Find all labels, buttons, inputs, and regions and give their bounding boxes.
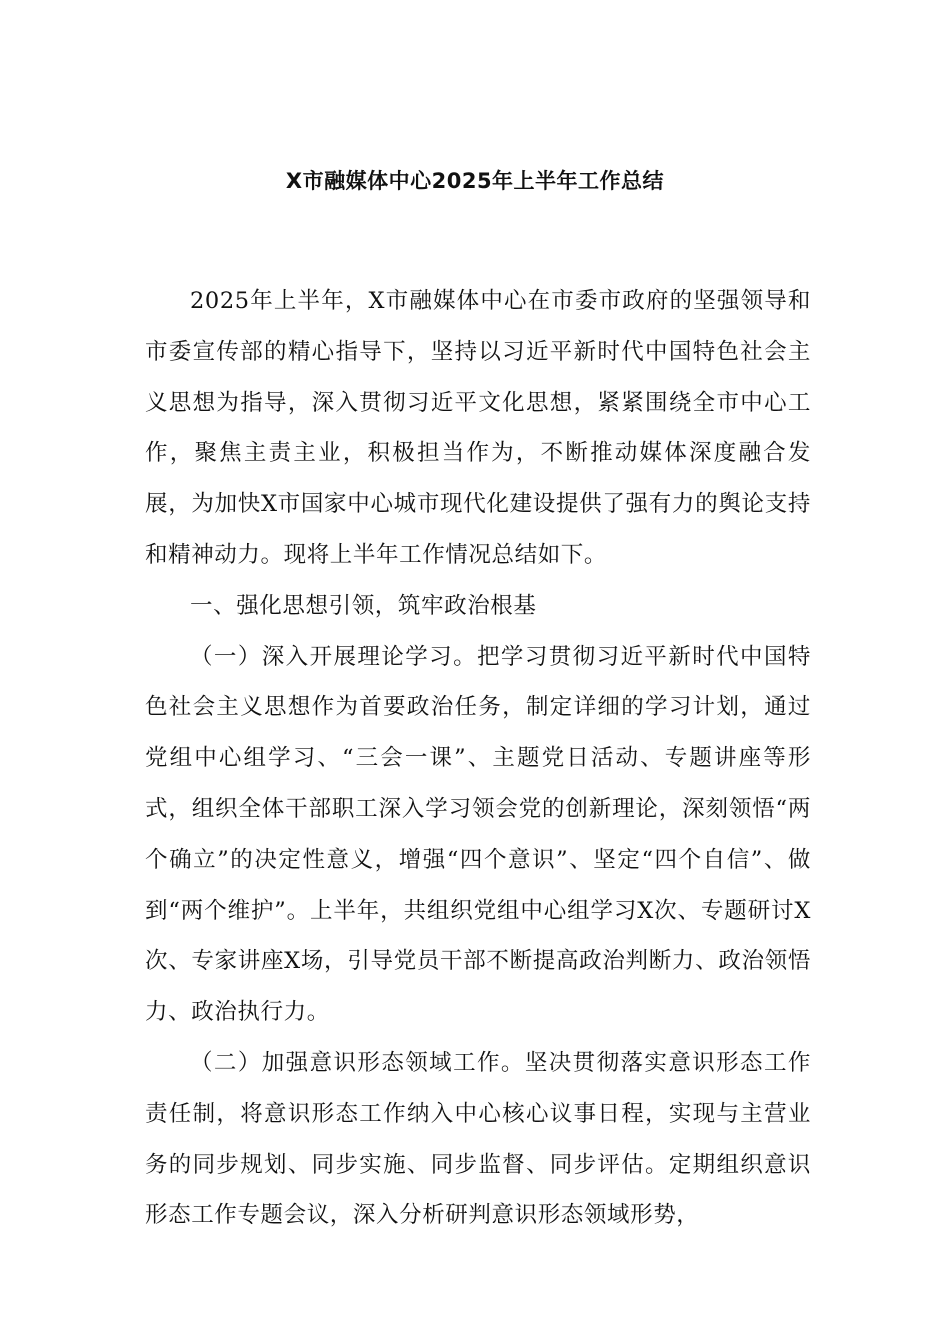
- document-body: [145, 276, 811, 1241]
- paragraph-intro: 2025年上半年，X市融媒体中心在市委市政府的坚强领导和市委宣传部的精心指导下，坚持以习近平新时代中国特色社会主义思想为指导，深入贯彻习近平文化思想，紧紧围绕全市中心工作，聚焦主责主业，积极担当作为，不断推动媒体深度融合发展，为加快X市国家中心城市现代化建设提供了强有力的舆论支持和精神动力。现将上半年工作情况总结如下。: [145, 288, 811, 568]
- document-title: X市融媒体中心2025年上半年工作总结: [285, 169, 665, 193]
- paragraph-ideology-work: （二）加强意识形态领域工作。坚决贯彻落实意识形态工作责任制，将意识形态工作纳入中心核心议事日程，实现与主营业务的同步规划、同步实施、同步监督、同步评估。定期组织意识形态工作专题会议，深入分析研判意识形态领域形势，: [145, 1049, 811, 1229]
- paragraph-theory-study: （一）深入开展理论学习。把学习贯彻习近平新时代中国特色社会主义思想作为首要政治任务，制定详细的学习计划，通过党组中心组学习、“三会一课”、主题党日活动、专题讲座等形式，组织全体干部职工深入学习领会党的创新理论，深刻领悟“两个确立”的决定性意义，增强“四个意识”、坚定“四个自信”、做到“两个维护”。上半年，共组织党组中心组学习X次、专题研讨X次、专家讲座X场，引导党员干部不断提高政治判断力、政治领悟力、政治执行力。: [145, 643, 811, 1026]
- section-heading-1: 一、强化思想引领，筑牢政治根基: [190, 592, 537, 619]
